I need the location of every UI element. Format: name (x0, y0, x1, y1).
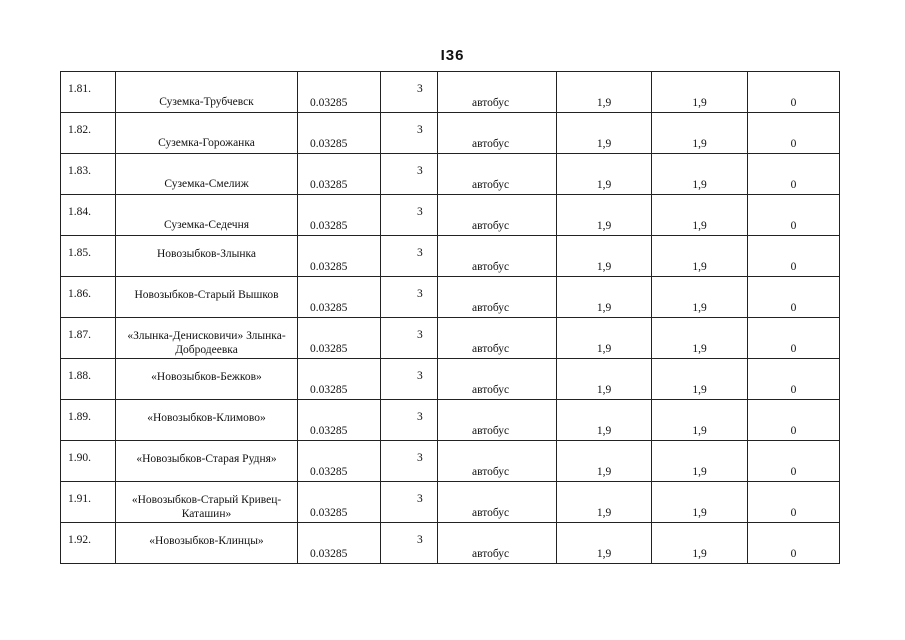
value-2-cell (652, 441, 748, 482)
value-3-cell (748, 277, 840, 318)
row-number: 1.90. (68, 452, 91, 464)
value-3-cell (748, 359, 840, 400)
value-3-cell (748, 400, 840, 441)
value-1-cell (557, 236, 652, 277)
route-name: «Новозыбков-Бежков» (151, 371, 262, 383)
route-name-cell (116, 523, 298, 564)
value-2: 1,9 (692, 466, 707, 478)
page-number: I36 (440, 47, 465, 64)
row-number-cell (61, 482, 116, 523)
rate-value-cell (298, 195, 381, 236)
value-2-cell (652, 523, 748, 564)
value-3-cell (748, 154, 840, 195)
value-1: 1,9 (596, 261, 612, 273)
vehicle-type: автобус (472, 466, 510, 478)
rate-value: 0.03285 (310, 507, 348, 519)
class-value: 3 (417, 206, 423, 218)
row-number-cell (61, 441, 116, 482)
value-2-cell (652, 72, 748, 113)
class-value-cell (381, 72, 438, 113)
vehicle-type: автобус (472, 548, 510, 560)
row-number-cell (61, 236, 116, 277)
vehicle-type-cell (438, 400, 557, 441)
route-name-cell (116, 359, 298, 400)
vehicle-type: автобус (472, 220, 510, 232)
class-value-cell (381, 318, 438, 359)
table-row (61, 236, 840, 277)
value-2: 1,9 (692, 261, 707, 273)
vehicle-type: автобус (472, 425, 510, 437)
vehicle-type: автобус (472, 384, 510, 396)
vehicle-type-cell (438, 72, 557, 113)
vehicle-type-cell (438, 277, 557, 318)
value-1: 1,9 (596, 507, 612, 519)
value-3: 0 (790, 220, 797, 232)
rate-value: 0.03285 (310, 261, 348, 273)
rate-value: 0.03285 (310, 302, 348, 314)
value-3: 0 (790, 343, 797, 355)
value-2-cell (652, 482, 748, 523)
value-1: 1,9 (596, 384, 612, 396)
class-value: 3 (417, 452, 423, 464)
rate-value: 0.03285 (310, 138, 348, 150)
route-name-cell (116, 318, 298, 359)
rate-value-cell (298, 113, 381, 154)
class-value: 3 (417, 165, 423, 177)
value-3: 0 (790, 138, 797, 150)
class-value: 3 (417, 288, 423, 300)
class-value: 3 (417, 329, 423, 341)
row-number-cell (61, 72, 116, 113)
rate-value: 0.03285 (310, 384, 348, 396)
value-1-cell (557, 277, 652, 318)
class-value: 3 (417, 411, 423, 423)
row-number-cell (61, 195, 116, 236)
value-2: 1,9 (692, 343, 707, 355)
class-value-cell (381, 195, 438, 236)
value-3: 0 (790, 507, 797, 519)
row-number: 1.89. (68, 411, 91, 423)
vehicle-type-cell (438, 318, 557, 359)
vehicle-type: автобус (472, 261, 510, 273)
value-2-cell (652, 236, 748, 277)
class-value: 3 (417, 83, 423, 95)
value-3: 0 (790, 97, 797, 109)
vehicle-type: автобус (472, 343, 510, 355)
table-row (61, 195, 840, 236)
rate-value: 0.03285 (310, 425, 348, 437)
route-name: Новозыбков-Злынка (156, 248, 257, 260)
vehicle-type-cell (438, 236, 557, 277)
row-number: 1.84. (68, 206, 91, 218)
class-value-cell (381, 441, 438, 482)
route-name-cell (116, 154, 298, 195)
value-1: 1,9 (596, 220, 612, 232)
value-1-cell (557, 400, 652, 441)
class-value-cell (381, 236, 438, 277)
class-value-cell (381, 523, 438, 564)
rate-value: 0.03285 (310, 343, 348, 355)
row-number: 1.92. (68, 534, 91, 546)
row-number-cell (61, 154, 116, 195)
rate-value-cell (298, 441, 381, 482)
route-name-cell (116, 482, 298, 523)
value-2-cell (652, 277, 748, 318)
value-3: 0 (790, 302, 797, 314)
route-name: «Новозыбков-Климово» (147, 412, 266, 424)
value-3: 0 (790, 261, 797, 273)
value-1-cell (557, 195, 652, 236)
class-value-cell (381, 277, 438, 318)
vehicle-type: автобус (472, 179, 510, 191)
value-1-cell (557, 482, 652, 523)
table-row (61, 523, 840, 564)
value-1: 1,9 (596, 302, 612, 314)
class-value: 3 (417, 493, 423, 505)
route-name: Суземка-Седечня (163, 219, 250, 231)
value-2-cell (652, 318, 748, 359)
table-row (61, 318, 840, 359)
rate-value-cell (298, 72, 381, 113)
row-number-cell (61, 523, 116, 564)
rate-value: 0.03285 (310, 466, 348, 478)
route-name: Суземка-Трубчевск (159, 96, 254, 108)
row-number: 1.88. (68, 370, 91, 382)
rate-value-cell (298, 318, 381, 359)
routes-table (60, 71, 840, 564)
route-name-cell (116, 236, 298, 277)
class-value: 3 (417, 370, 423, 382)
value-2: 1,9 (692, 548, 707, 560)
row-number-cell (61, 318, 116, 359)
row-number: 1.91. (68, 493, 91, 505)
row-number: 1.81. (68, 83, 91, 95)
class-value-cell (381, 482, 438, 523)
value-1: 1,9 (596, 179, 612, 191)
class-value-cell (381, 113, 438, 154)
vehicle-type-cell (438, 359, 557, 400)
value-3-cell (748, 318, 840, 359)
value-3-cell (748, 441, 840, 482)
value-1: 1,9 (596, 548, 612, 560)
rate-value-cell (298, 523, 381, 564)
rate-value-cell (298, 482, 381, 523)
value-3: 0 (790, 384, 797, 396)
rate-value-cell (298, 277, 381, 318)
row-number-cell (61, 359, 116, 400)
value-3-cell (748, 113, 840, 154)
vehicle-type: автобус (472, 302, 510, 314)
table-row (61, 400, 840, 441)
value-1: 1,9 (596, 97, 612, 109)
value-1-cell (557, 72, 652, 113)
rate-value-cell (298, 400, 381, 441)
value-1: 1,9 (596, 138, 612, 150)
vehicle-type-cell (438, 154, 557, 195)
rate-value-cell (298, 359, 381, 400)
rate-value: 0.03285 (310, 179, 348, 191)
vehicle-type: автобус (472, 97, 510, 109)
value-1-cell (557, 359, 652, 400)
value-1: 1,9 (596, 466, 612, 478)
vehicle-type-cell (438, 523, 557, 564)
value-2: 1,9 (692, 97, 707, 109)
value-3-cell (748, 195, 840, 236)
table-row (61, 154, 840, 195)
vehicle-type-cell (438, 195, 557, 236)
value-2-cell (652, 195, 748, 236)
vehicle-type-cell (438, 113, 557, 154)
value-2-cell (652, 359, 748, 400)
rate-value-cell (298, 236, 381, 277)
value-3-cell (748, 236, 840, 277)
row-number-cell (61, 400, 116, 441)
rate-value: 0.03285 (310, 548, 348, 560)
class-value-cell (381, 359, 438, 400)
rate-value: 0.03285 (310, 97, 348, 109)
route-name-cell (116, 195, 298, 236)
table-row (61, 113, 840, 154)
value-3: 0 (790, 548, 797, 560)
value-2-cell (652, 400, 748, 441)
row-number-cell (61, 277, 116, 318)
class-value: 3 (417, 124, 423, 136)
table-row (61, 482, 840, 523)
vehicle-type: автобус (472, 138, 510, 150)
value-2: 1,9 (692, 220, 707, 232)
row-number: 1.87. (68, 329, 91, 341)
route-name-cell (116, 113, 298, 154)
vehicle-type-cell (438, 482, 557, 523)
route-name: «Новозыбков-Старая Рудня» (136, 453, 277, 465)
route-name-cell (116, 277, 298, 318)
class-value-cell (381, 400, 438, 441)
value-1-cell (557, 523, 652, 564)
value-1-cell (557, 113, 652, 154)
class-value: 3 (417, 534, 423, 546)
route-name: «Новозыбков-Старый Кривец-Каташин» (131, 494, 282, 520)
value-2: 1,9 (692, 425, 707, 437)
table-row (61, 72, 840, 113)
value-3: 0 (790, 466, 797, 478)
class-value-cell (381, 154, 438, 195)
row-number-cell (61, 113, 116, 154)
route-name: Новозыбков-Старый Вышков (134, 289, 279, 301)
route-name-cell (116, 72, 298, 113)
value-3-cell (748, 72, 840, 113)
row-number: 1.85. (68, 247, 91, 259)
value-3-cell (748, 482, 840, 523)
value-2: 1,9 (692, 507, 707, 519)
value-1-cell (557, 441, 652, 482)
route-name-cell (116, 400, 298, 441)
route-name: «Новозыбков-Клинцы» (149, 535, 264, 547)
value-1: 1,9 (596, 343, 612, 355)
value-1: 1,9 (596, 425, 612, 437)
table-row (61, 441, 840, 482)
vehicle-type: автобус (472, 507, 510, 519)
value-3: 0 (790, 425, 797, 437)
value-1-cell (557, 154, 652, 195)
class-value: 3 (417, 247, 423, 259)
route-name-cell (116, 441, 298, 482)
value-2-cell (652, 113, 748, 154)
route-name: Суземка-Горожанка (158, 137, 255, 149)
row-number: 1.83. (68, 165, 91, 177)
route-name: «Злынка-Денисковичи» Злынка-Добродеевка (127, 330, 286, 356)
value-1-cell (557, 318, 652, 359)
value-2: 1,9 (692, 179, 707, 191)
value-2: 1,9 (692, 384, 707, 396)
table-row (61, 359, 840, 400)
value-3-cell (748, 523, 840, 564)
row-number: 1.82. (68, 124, 91, 136)
value-3: 0 (790, 179, 797, 191)
rate-value-cell (298, 154, 381, 195)
vehicle-type-cell (438, 441, 557, 482)
row-number: 1.86. (68, 288, 91, 300)
value-2: 1,9 (692, 302, 707, 314)
route-name: Суземка-Смелиж (164, 178, 249, 190)
table-row (61, 277, 840, 318)
value-2: 1,9 (692, 138, 707, 150)
value-2-cell (652, 154, 748, 195)
rate-value: 0.03285 (310, 220, 348, 232)
